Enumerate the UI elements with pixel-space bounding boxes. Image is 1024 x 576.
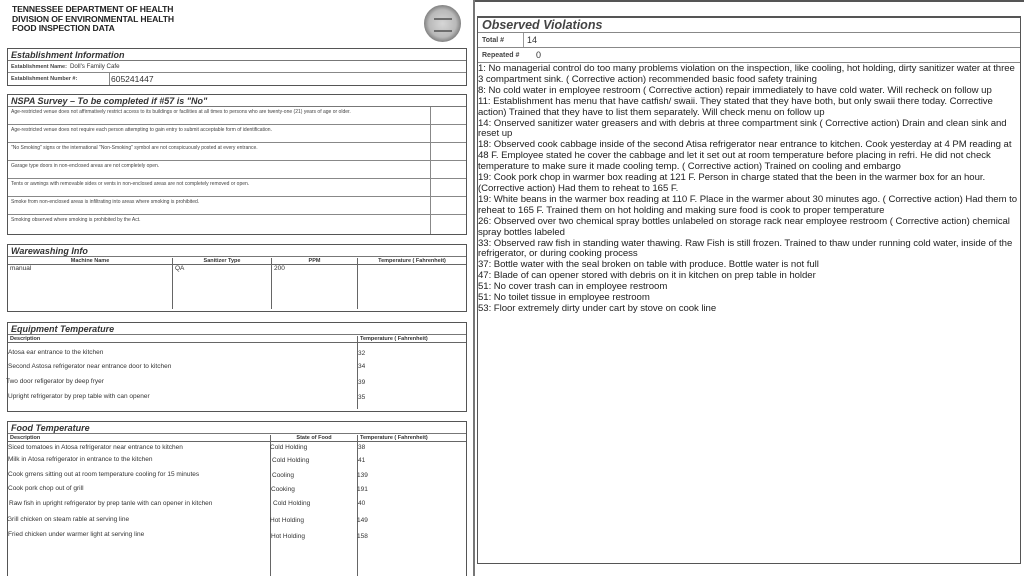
food-temp: 40 xyxy=(358,500,366,507)
food-description: Milk in Atosa refrigerator in entrance to the kitchen xyxy=(8,456,153,463)
nspa-answer-cell xyxy=(431,197,466,214)
nspa-item-text: Smoke from non-enclosed areas is infiltrating into areas where smoking is prohibited. xyxy=(8,197,431,214)
temperature-column xyxy=(358,343,466,409)
establishment-name-row xyxy=(8,61,466,73)
repeated-violations-row xyxy=(478,48,1020,63)
food-description: Siced tomatoes in Atosa refrigerator near entrance to kitchen xyxy=(8,444,183,451)
equipment-description: Second Astosa refrigerator near entrance door to kitchen xyxy=(8,363,172,370)
nspa-survey-section xyxy=(7,94,467,235)
establishment-number-value: 605241447 xyxy=(111,74,154,84)
food-state: Hot Holding xyxy=(271,533,305,540)
warewashing-header-row xyxy=(8,257,466,265)
food-temp: 41 xyxy=(358,457,366,464)
nspa-item xyxy=(8,125,466,143)
equipment-temp: 34 xyxy=(358,363,366,370)
col-description: Description xyxy=(8,336,358,342)
violation-item: 37: Bottle water with the seal broken on table with produce. Bottle water is not full xyxy=(478,259,819,271)
sanitizer-type-value: QA xyxy=(173,265,272,309)
violations-list xyxy=(478,63,1020,315)
section-title: Warewashing Info xyxy=(8,245,466,257)
machine-name-value: manual xyxy=(8,265,173,309)
nspa-item xyxy=(8,161,466,179)
food-temp: 149 xyxy=(357,517,368,524)
nspa-item-text: Tents or awnings with removable sides or vents in non-enclosed areas are not completely removed or open. xyxy=(8,179,431,196)
equipment-temp: 32 xyxy=(358,350,366,357)
food-description: Cook pork chop out of grill xyxy=(8,485,84,492)
violation-item: 26: Observed over two chemical spray bottles unlabeled on storage rack near employee restroom ( Corrective action) chemical spray bottles labeled xyxy=(478,215,1010,238)
nspa-item xyxy=(8,215,466,234)
col-description: Description xyxy=(8,435,271,441)
nspa-item xyxy=(8,107,466,125)
food-temp: 158 xyxy=(357,533,368,540)
nspa-answer-cell xyxy=(431,179,466,196)
nspa-item-text: Age-restricted venue does not require each person attempting to gain entry to submit acceptable form of identification. xyxy=(8,125,431,142)
warewashing-row xyxy=(8,265,466,309)
warewashing-section xyxy=(7,244,467,312)
equipment-header-row xyxy=(8,335,466,343)
header-line-division: DIVISION OF ENVIRONMENTAL HEALTH xyxy=(12,13,174,24)
food-state: Cold Holding xyxy=(273,500,311,507)
violation-item: 51: No cover trash can in employee restroom xyxy=(478,281,668,293)
establishment-number-label: Establishment Number #: xyxy=(11,76,78,82)
section-title: Equipment Temperature xyxy=(8,323,466,335)
col-temperature: Temperature ( Fahrenheit) xyxy=(378,257,446,264)
violation-item: 14: Onserved sanitizer water greasers and with debris at three compartment sink ( Corrective action) Drain and clean sink and reset up xyxy=(478,117,1007,140)
header-line-title: FOOD INSPECTION DATA xyxy=(12,23,115,34)
ppm-value: 200 xyxy=(272,265,358,309)
food-state: Cold Holding xyxy=(272,457,310,464)
col-machine-name: Machine Name xyxy=(8,258,173,264)
repeated-value: 0 xyxy=(536,50,542,60)
col-state-of-food: State of Food xyxy=(271,435,358,441)
establishment-name-label: Establishment Name: xyxy=(11,63,67,70)
state-column xyxy=(271,442,358,576)
nspa-answer-cell xyxy=(431,125,466,142)
violation-item: 47: Blade of can opener stored with debris on it in kitchen on prep table in holder xyxy=(478,270,816,282)
nspa-item-text: Garage type doors in non-enclosed areas are not completely open. xyxy=(8,161,431,178)
equipment-table-body xyxy=(8,343,466,409)
temperature-column xyxy=(358,442,466,576)
state-seal-icon xyxy=(424,5,461,42)
col-sanitizer-type: Sanitizer Type xyxy=(173,258,272,264)
establishment-info-section xyxy=(7,48,467,86)
observed-violations-section xyxy=(477,16,1021,564)
food-temperature-section xyxy=(7,421,467,576)
violation-item: 51: No toilet tissue in employee restroom xyxy=(478,292,650,304)
description-column xyxy=(8,442,271,576)
food-state: Cooking xyxy=(271,486,295,493)
nspa-answer-cell xyxy=(431,143,466,160)
temperature-value xyxy=(358,265,466,309)
total-violations-row xyxy=(478,33,1020,48)
food-description: Grill chicken on steam rable at serving line xyxy=(7,516,130,523)
col-ppm: PPM xyxy=(272,258,358,264)
nspa-item xyxy=(8,197,466,215)
food-temp: 38 xyxy=(358,444,366,451)
header-line-department: TENNESSEE DEPARTMENT OF HEALTH xyxy=(12,4,174,14)
violation-item: 8: No cold water in employee restroom ( Corrective action) repair immediately to have cold water. Will recheck on follow up xyxy=(478,84,992,96)
col-temperature: Temperature ( Fahrenheit) xyxy=(360,434,428,441)
equipment-temperature-section xyxy=(7,322,467,412)
food-description: Cook grrens sitting out at room temperature cooling for 15 minutes xyxy=(8,471,200,478)
food-temp: 139 xyxy=(357,472,368,479)
nspa-answer-cell xyxy=(431,161,466,178)
repeated-label: Repeated # xyxy=(482,51,520,59)
violation-item: 53: Floor extremely dirty under cart by stove on cook line xyxy=(478,302,717,314)
food-description: Raw fish in upright refrigerator by prep tanle with can opener in kitchen xyxy=(9,500,213,507)
nspa-item-text: "No Smoking" signs or the international "Non-Smoking" symbol are not conspicuously posted at every entrance. xyxy=(8,143,431,160)
equipment-temp: 39 xyxy=(358,379,366,386)
violation-item: 19: Cook pork chop in warmer box reading at 121 F. Person in charge stated that the been in the warmer box for an hour. (Corrective action) Had them to reheat to 165 F. xyxy=(478,172,986,194)
equipment-description: Upright refrigerator by prep table with can opener xyxy=(8,393,150,400)
nspa-item xyxy=(8,143,466,161)
section-title: Food Temperature xyxy=(8,422,466,434)
total-label: Total # xyxy=(482,36,505,44)
violation-item: 33: Observed raw fish in standing water thawing. Raw Fish is still frozen. Trained to thaw under running cold water, inside of the refrigerator, or during cooking process xyxy=(478,237,1013,260)
nspa-answer-cell xyxy=(431,107,466,124)
food-header-row xyxy=(8,434,466,442)
violation-item: 19: White beans in the warmer box reading at 110 F. Place in the warmer about 30 minutes ago. ( Corrective action) Had them to reheat to 165 F. Trained them on hot holding and making sure food is cook to proper temperature xyxy=(478,193,1018,216)
section-title: Establishment Information xyxy=(8,49,466,61)
col-temperature: Temperature ( Fahrenheit) xyxy=(360,335,428,342)
violations-page xyxy=(475,2,1024,576)
equipment-temp: 35 xyxy=(358,394,366,401)
equipment-description: Two door refigerator by deep fryer xyxy=(6,378,104,385)
violation-item: 18: Observed cook cabbage inside of the second Atisa refrigerator near entrance to kitchen. Cook yesterday at 4 PM reading at 48 F. Employee stated he cover the cabbage and let it set out at room temperature before placing in refri. He did not check temperature to make sure it made cooling temp. ( Corrective action) Trained on cooling and embargo xyxy=(478,139,1012,173)
violation-item: 11: Establishment has menu that have catfish/ swaii. They stated that they have both, but only swaii there today. Corrective action) Trained that they have to list them separately. Will check menu on follow up xyxy=(478,95,993,118)
nspa-item-text: Age-restricted venue does not affirmatively restrict access to its buildings or facilities at all times to persons who are twenty-one (21) years of age or older. xyxy=(8,107,431,124)
section-title: NSPA Survey – To be completed if #57 is "No" xyxy=(8,95,466,107)
food-state: Cooling xyxy=(272,472,295,479)
food-state: Hot Holding xyxy=(270,517,304,524)
establishment-number-row xyxy=(8,73,466,85)
food-state: Cold Holding xyxy=(270,444,308,451)
document-header xyxy=(12,5,174,34)
section-title: Observed Violations xyxy=(478,18,1020,33)
description-column xyxy=(8,343,358,409)
nspa-item xyxy=(8,179,466,197)
equipment-description: Atosa ear entrance to the kitchen xyxy=(8,349,104,356)
nspa-item-text: Smoking observed where smoking is prohibited by the Act. xyxy=(8,215,431,234)
nspa-answer-cell xyxy=(431,215,466,234)
violation-item: 1: No managerial control do too many problems violation on the inspection, like cooling, hot holding, dirty sanitizer water at three 3 compartment sink. ( Corrective action) recommended basic food safety training xyxy=(478,63,1015,85)
inspection-form-page xyxy=(0,0,470,576)
establishment-name-value: Doll's Family Cafe xyxy=(69,63,120,70)
food-temp: 191 xyxy=(357,486,368,493)
food-table-body xyxy=(8,442,466,576)
food-description: Fried chicken under warmer light at serving line xyxy=(8,531,145,538)
total-value: 14 xyxy=(523,33,537,47)
